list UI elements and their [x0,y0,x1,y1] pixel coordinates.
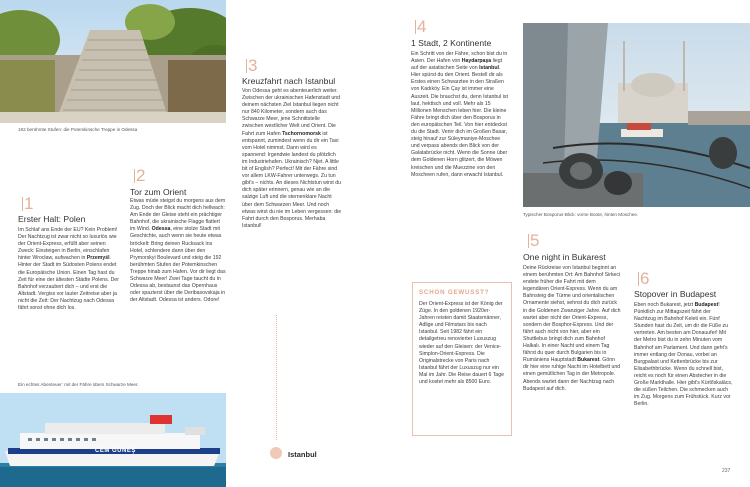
section-3-title: Kreuzfahrt nach Istanbul [242,76,336,86]
fact-box-title: SCHON GEWUSST? [419,289,490,296]
ferry-photo [0,393,226,487]
section-4-number: 4 [417,17,427,36]
section-1-body: Im Schlaf ans Ende der EU? Kein Problem! Der Nachtzug ist zwar nicht so luxuriös wie der Orient-Express, erfüllt aber seinen Zweck: Einsteigen in Berlin, einschlafen hinter Wrocław, aufwachen in Przemyśl. Hinter der Stadt im Südosten Polens endet die Europäische Union. Einen Tag hast du Zeit für eine der ältesten Städte Polens. Der Bahnhof verzaubert dich – und erst die Altstadt. Vergiss vor lauter Zeitreise aber ja nicht die Zeit: Der Nachtzug nach Odessa fährt sonst ohne dich los. [18,227,119,312]
section-6-number: 6 [640,269,650,288]
fact-box-body: Der Orient-Express ist der König der Züge. In den goldenen 1920er-Jahren reisten damit Staatsmänner, Adlige und Filmstars bis nach Istanbul. Seit 1982 fährt ein detailgetreu renovierter Luxuszug wieder auf den Gleisen: der Venice-Simplon-Orient-Express. Die Originalstrecke von Paris nach Istanbul fährt der Luxuszug nur ein Mal im Jahr. Die Reise dauert 6 Tage und kostet mehr als 8500 Euro. [419,301,504,386]
ferry-caption: Ein echtes Abenteuer: mit der Fähre übers Schwarze Meer. [18,382,139,387]
ship-name-lettering: CEM GÜNEŞ [95,448,136,454]
section-3-number: 3 [248,56,258,75]
section-2-body: Etwas müde steigst du morgens aus dem Zug. Doch der Blick macht dich hellwach: Am Ende der Gleise steht ein prächtiger Bahnhof, die ukrainische Flagge flattert im Wind. Odessa, eine stolze Stadt mit Geschichte, auch wenn sie heute etwas bröckelt: Bring deinen Rucksack ins Hotel, schlendere dann über den Prymorskyi Boulevard und steig die 192 berühmten Stufen der Potemkinschen Treppe hinab zum Hafen. Vor dir liegt das Schwarze Meer! Zwei Tage taucht du in Odessa ab, bestaunst das Opernhaus oder spazierst über die Deribasovskaja in der Altstadt. Odessa ist anders. Odore! [130,198,226,304]
stairs-caption: 192 berühmte Stufen: die Potemkinsche Treppe in Odessa [18,127,138,132]
section-5-number: 5 [530,231,540,250]
section-5-body: Deine Rückreise von Istanbul beginnt an einem berühmten Ort: Am Bahnhof Sirkeci endete früher die Fahrt mit dem legendären Orient-Express. Wenn du am Bahnsteig die Türme und orientalischen Ornamente siehst, sehnst du dich zurück in die Goldenen Zwanziger Jahre. Auf dich wartet aber nicht der Orient-Express, sondern der Bosphor-Express. Und der fährt auch nicht von hier, aber ein Shuttlebus bringt dich zum Bahnhof Halkalı. In einer Nacht und einem Tag fährst du quer durch Bulgarien bis in Rumäniens Hauptstadt Bukarest. Gönn dir hier eine ruhige Nacht im Hotelbett und einen gemütlichen Tag in der Metropole. Abends wartet dann der Nachtzug nach Budapest auf dich. [523,265,621,392]
page-number: 237 [722,468,731,474]
istanbul-map-marker [270,447,282,459]
istanbul-map-label: Istanbul [288,450,317,459]
route-line [276,315,277,440]
fact-box [412,282,512,436]
section-2-title: Tor zum Orient [130,187,187,197]
section-6-title: Stopover in Budapest [634,289,717,299]
section-1-title: Erster Halt: Polen [18,214,86,224]
section-5-title: One night in Bukarest [523,252,606,262]
section-4-body: Ein Schritt von der Fähre, schon bist du in Asien. Der Hafen von Haydarpaşa liegt auf der asiatischen Seite von Istanbul. Hier spürst du den Orient. Bestell dir als Erstes einen Schwarztee in den Straßen von Kadıköy. Ein Çay ist immer eine Auszeit. Die brauchst du, denn Istanbul ist laut, hektisch und voll. Mehr als 15 Millionen Menschen leben hier. Die kleine Fähre bringt dich über den Bosporus in den europäischen Teil. Von hier entdeckst du die Stadt. Verirr dich im Großen Basar, steig hinauf zur Süleymaniye-Moschee und verpass abends den Blick von der Galatabrücke nicht. Wenn die Sonne über dem Goldenen Horn glitzert, die Möwen kreischen und die Muezzine von den Moscheen rufen, dann erwacht Istanbul. [411,51,508,178]
bosporus-caption: Typischer Bosporus-Blick: vorne Boote, hinten Moschee. [523,212,639,217]
section-4-title: 1 Stadt, 2 Kontinente [411,38,492,48]
bosporus-photo [523,23,750,207]
section-1-number: 1 [24,194,34,213]
section-3-body: Von Odessa geht es abenteuerlich weiter. Zwischen der ukrainischen Hafenstadt und deinem nächsten Ziel Istanbul liegen nicht nur 840 Kilometer, sondern auch das Schwarze Meer, jene Schnittstelle zwischen westlicher Welt und Orient. Die Fahrt zum Hafen Tschornomorsk ist entspannt, zumindest wenn du dir ein Taxi vom Hotel nimmst. Dann wird es spannend: Irgendwie landest du plötzlich im Industriehafen. Ukrainisch? Njet. A little bit of English? Perfect! Mit der Fähre sind vor allem LKW-Fahrer unterwegs. Zu tun gibt's – nichts. An dieses Nichtstun wirst du dich später erinnern, genau wie an die salzige Luft und die sternenklare Nacht über dem Schwarzen Meer. Und noch etwas wirst du nie im Leben vergessen: die Fahrt durch den Bosporus. Merhaba Istanbul! [242,88,342,229]
potemkin-stairs-photo [0,0,226,123]
section-6-body: Eben noch Bukarest, jetzt Budapest! Pünktlich zur Mittagszeit fährt der Nachtzug im Bahnhof Keleti ein. Fünf Stunden hast du Zeit, um dir die Füße zu vertreten. Am besten am Donauufer! Mit der Metro bist du in zehn Minuten vom Bahnhof am Parlament. Und dann geht's immer entlang der Donau, vorbei an Burgpalast und Kettenbrücke bis zur Elisabethbrücke. Wenn du schnell bist, reicht es noch für einen Abstecher in die Große Markthalle. Hier gibt's Kürtőskalács, die süßen Teilchen. Die schmecken auch im Zug. Morgens zum Frühstück. Kurz vor Berlin. [634,302,733,408]
section-2-number: 2 [136,166,146,185]
